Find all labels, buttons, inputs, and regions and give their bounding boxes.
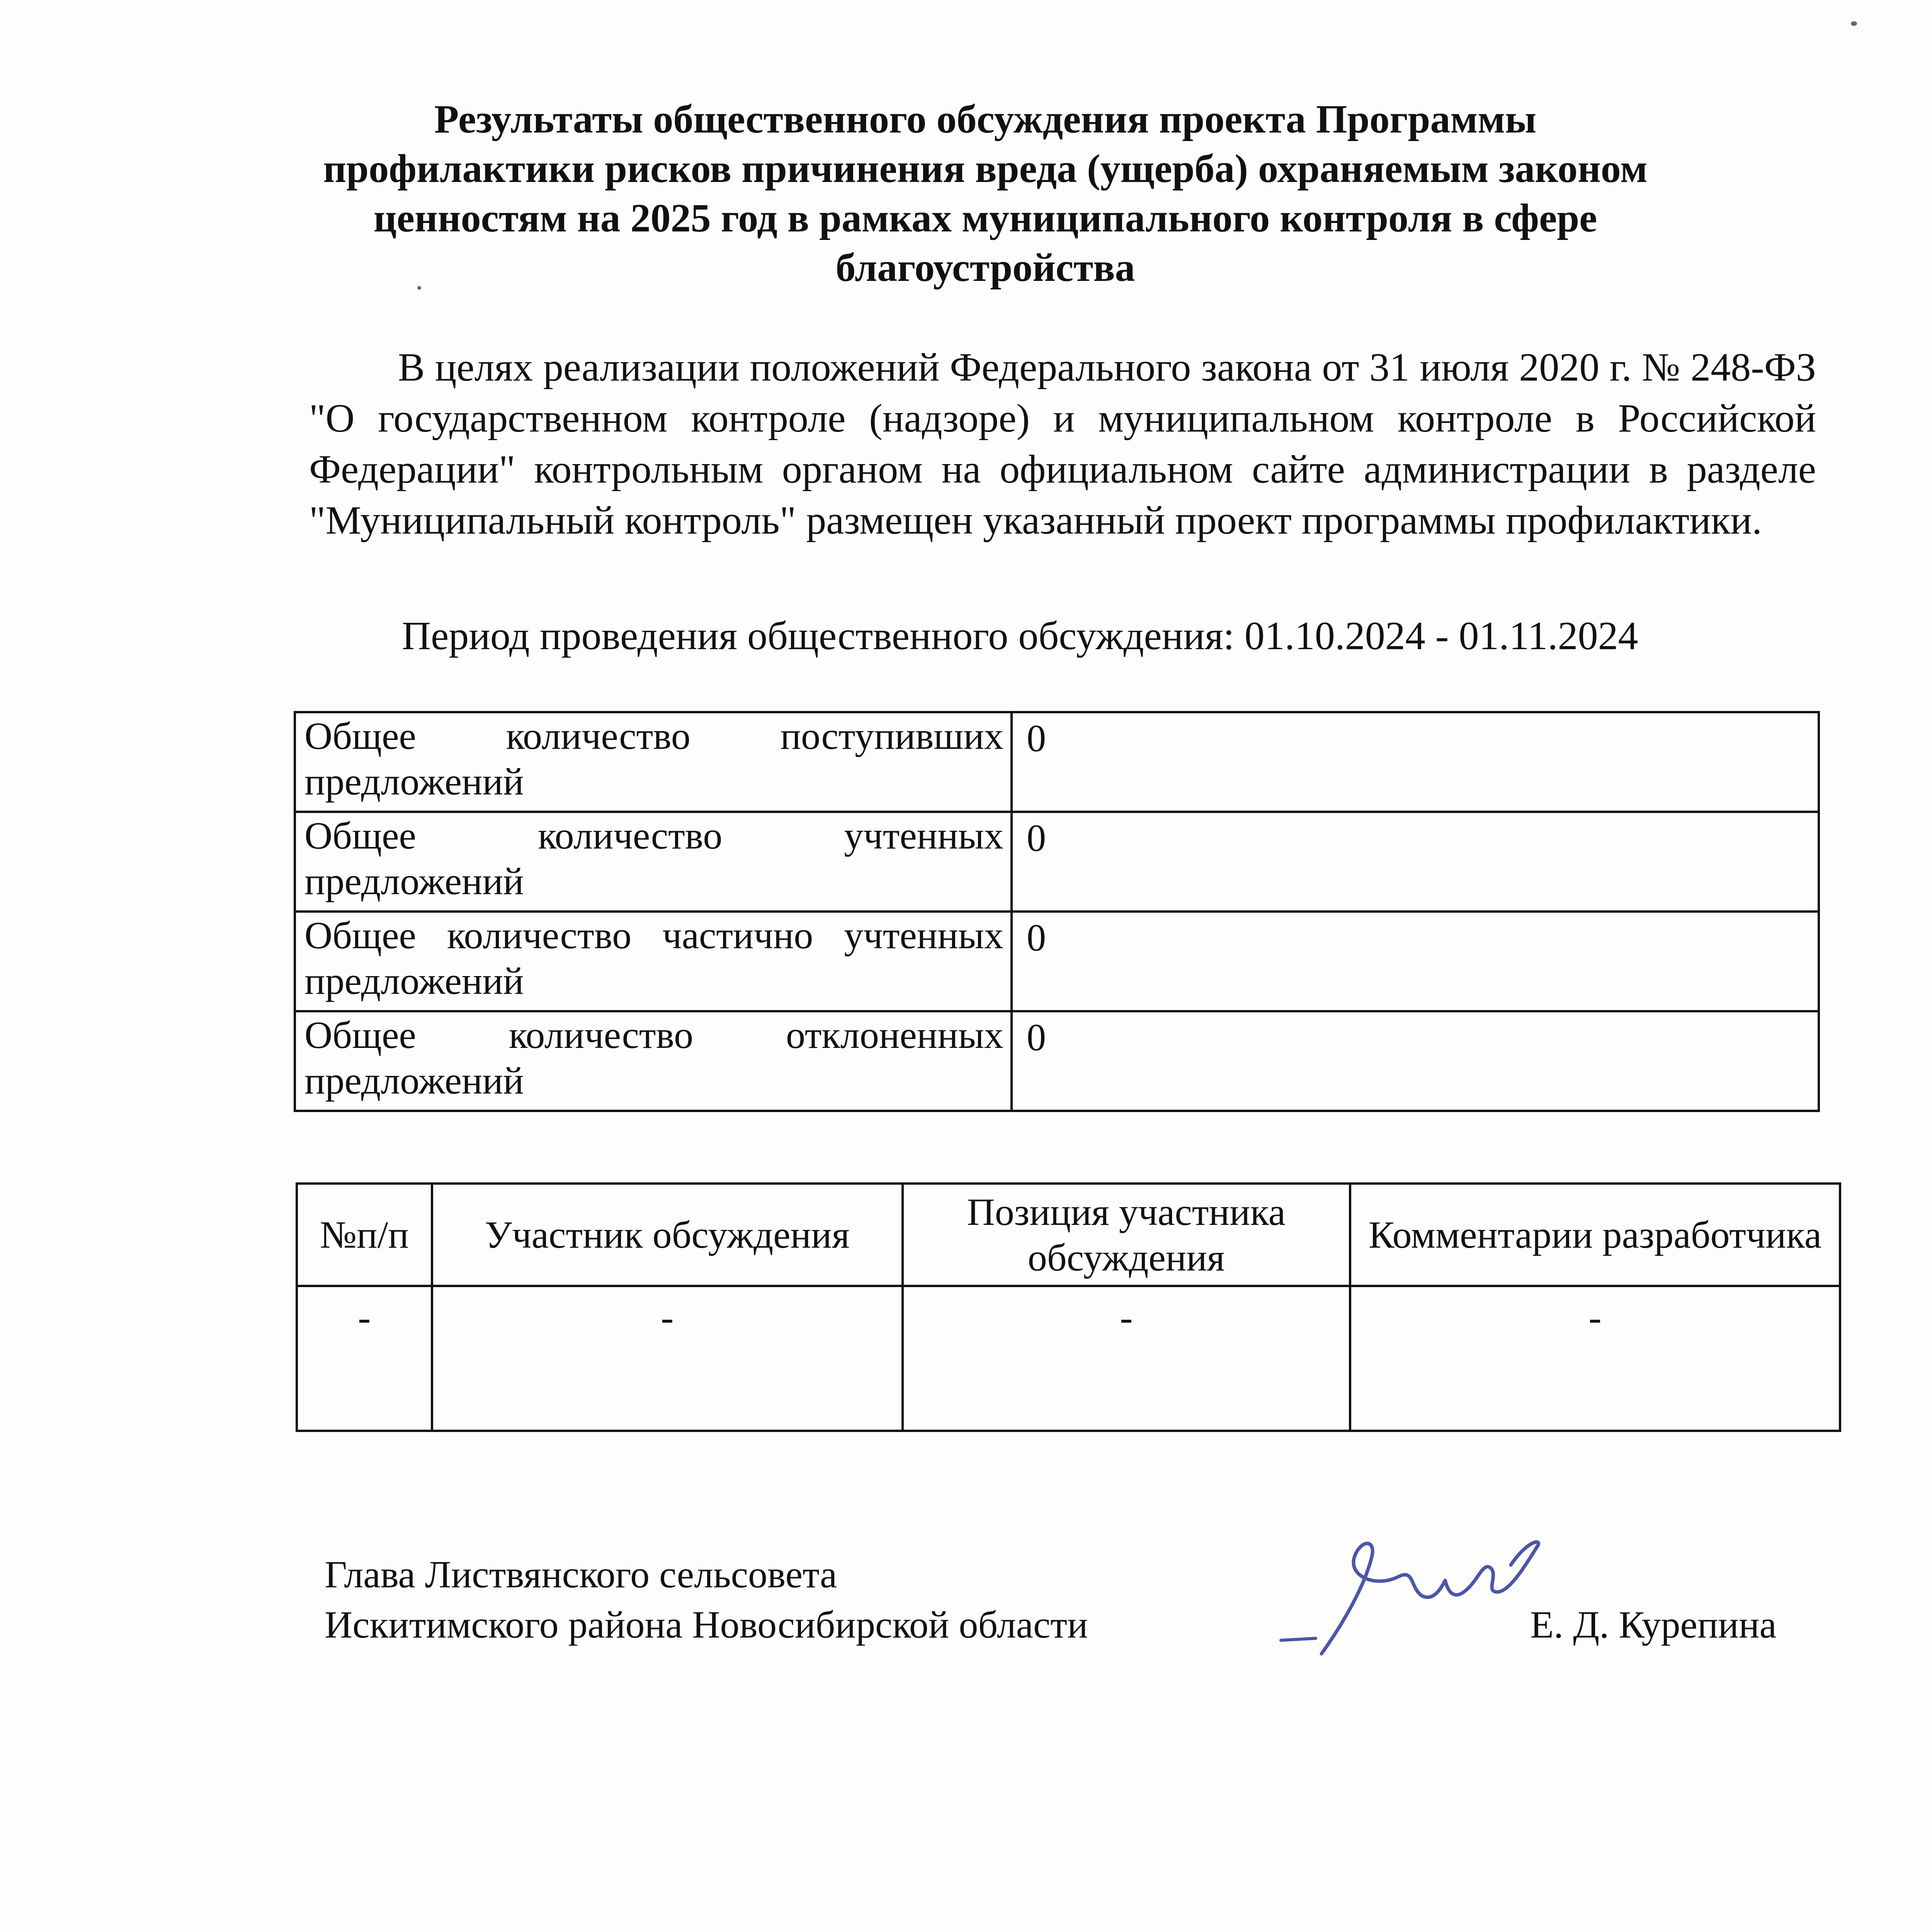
column-header: Позиция участника обсуждения [903,1184,1350,1286]
discussion-period: Период проведения общественного обсуждения: 01.10.2024 - 01.11.2024 [402,614,1638,658]
table-cell: - [1350,1286,1840,1431]
column-header: №п/п [297,1184,432,1286]
summary-label: Общее количество учтенных предложений [295,812,1012,912]
signatory-name: Е. Д. Курепина [1530,1603,1777,1646]
table-cell: - [903,1286,1350,1431]
table-header-row [297,1184,1840,1286]
document-title: Результаты общественного обсуждения проекта Программы профилактики рисков причинения вреда (ущерба) охраняемым законом ценностям на 2025 год в рамках муниципального контроля в сфере благоустройства [323,97,1648,290]
scan-speck [417,286,421,290]
summary-label: Общее количество частично учтенных предложений [295,912,1012,1011]
table-row [295,912,1819,1011]
intro-text: В целях реализации положений Федерального закона от 31 июля 2020 г. № 248-ФЗ "О государственном контроле (надзоре) и муниципальном контроле в Российской Федерации" контрольным органом на официальном сайте администрации в разделе "Муниципальный контроль" размещен указанный проект программы профилактики. [309,345,1816,543]
table-cell: - [297,1286,432,1431]
discussion-table [296,1182,1841,1432]
signatory-position-line: Искитимского района Новосибирской области [325,1603,1088,1646]
scan-speck [1851,21,1857,26]
table-row [297,1286,1840,1431]
table-cell: - [432,1286,903,1431]
summary-table [294,711,1820,1112]
summary-label: Общее количество поступивших предложений [295,712,1012,812]
summary-value: 0 [1012,812,1819,912]
table-row [295,712,1819,812]
table-row [295,1011,1819,1111]
column-header: Участник обсуждения [432,1184,903,1286]
handwritten-signature [1275,1499,1553,1662]
summary-value: 0 [1012,712,1819,812]
signatory-position-line: Глава Листвянского сельсовета [325,1553,837,1596]
intro-paragraph [309,342,1816,546]
summary-value: 0 [1012,912,1819,1011]
summary-label: Общее количество отклоненных предложений [295,1011,1012,1111]
table-row [295,812,1819,912]
signatory-position [325,1549,1088,1650]
column-header: Комментарии разработчика [1350,1184,1840,1286]
summary-value: 0 [1012,1011,1819,1111]
